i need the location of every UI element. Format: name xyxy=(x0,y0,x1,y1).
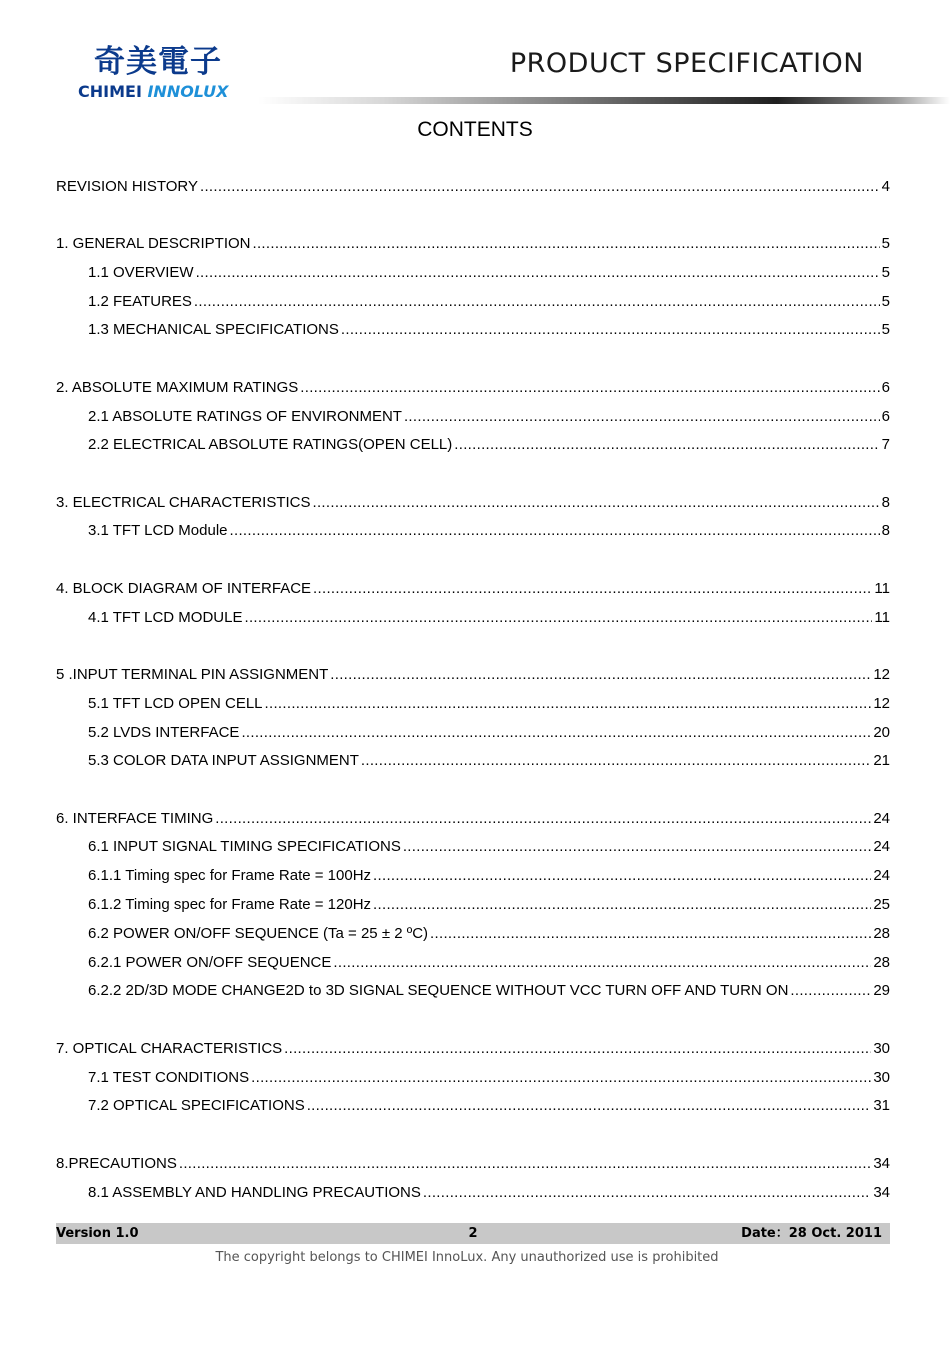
document-title xyxy=(510,48,864,79)
header-divider xyxy=(258,97,950,104)
toc-entry-page: 34 xyxy=(873,1155,890,1172)
toc-dot-leader xyxy=(341,320,880,340)
toc-dot-leader xyxy=(403,837,871,857)
toc-entry-label: 5 .INPUT TERMINAL PIN ASSIGNMENT xyxy=(56,666,329,683)
toc-entry-label: 6.1.1 Timing spec for Frame Rate = 100Hz xyxy=(88,867,372,884)
toc-entry-label: 6. INTERFACE TIMING xyxy=(56,810,214,827)
toc-entry-label: 1.1 OVERVIEW xyxy=(88,264,194,281)
toc-subentry[interactable] xyxy=(88,895,890,915)
toc-dot-leader xyxy=(265,694,872,714)
toc-entry-page: 30 xyxy=(873,1069,890,1086)
toc-dot-leader xyxy=(244,608,872,628)
toc-entry[interactable] xyxy=(56,1154,890,1174)
toc-entry-label: 7.1 TEST CONDITIONS xyxy=(88,1069,250,1086)
toc-subentry[interactable] xyxy=(88,981,890,1001)
toc-entry-page: 5 xyxy=(881,235,890,252)
toc-entry-page: 30 xyxy=(873,1040,890,1057)
toc-entry[interactable] xyxy=(56,809,890,829)
toc-entry-label: 7.2 OPTICAL SPECIFICATIONS xyxy=(88,1097,305,1114)
toc-entry-label: 2.1 ABSOLUTE RATINGS OF ENVIRONMENT xyxy=(88,408,402,425)
logo-chimei: CHIMEI xyxy=(78,82,148,101)
toc-dot-leader xyxy=(404,407,880,427)
toc-entry-page: 24 xyxy=(873,867,890,884)
toc-dot-leader xyxy=(215,809,871,829)
toc-entry-page: 12 xyxy=(873,666,890,683)
footer-version: Version 1.0 xyxy=(56,1226,139,1241)
toc-entry-label: 6.1.2 Timing spec for Frame Rate = 120Hz xyxy=(88,896,372,913)
toc-subentry[interactable] xyxy=(88,953,890,973)
toc-entry-page: 11 xyxy=(874,609,890,626)
toc-dot-leader xyxy=(200,177,880,197)
toc-subentry[interactable] xyxy=(88,1096,890,1116)
toc-entry-label: 4.1 TFT LCD MODULE xyxy=(88,609,243,626)
company-logo xyxy=(78,44,258,106)
toc-entry-page: 34 xyxy=(873,1184,890,1201)
toc-dot-leader xyxy=(300,378,879,398)
toc-entry-page: 5 xyxy=(881,321,890,338)
toc-entry-label: 6.2.2 2D/3D MODE CHANGE2D to 3D SIGNAL SEQUENCE WITHOUT VCC TURN OFF AND TURN ON xyxy=(88,982,789,999)
toc-entry-page: 7 xyxy=(881,436,890,453)
toc-entry-page: 28 xyxy=(873,925,890,942)
toc-entry-page: 5 xyxy=(881,293,890,310)
toc-dot-leader xyxy=(430,924,871,944)
logo-english-text xyxy=(78,82,228,102)
toc-entry[interactable] xyxy=(56,234,890,254)
toc-entry-label: 5.2 LVDS INTERFACE xyxy=(88,724,240,741)
toc-entry-label: 1.2 FEATURES xyxy=(88,293,192,310)
toc-subentry[interactable] xyxy=(88,521,890,541)
title-word-specification: SPECIFICATION xyxy=(655,48,864,79)
toc-dot-leader xyxy=(230,521,880,541)
toc-entry[interactable] xyxy=(56,1039,890,1059)
toc-subentry[interactable] xyxy=(88,435,890,455)
toc-dot-leader xyxy=(313,579,872,599)
toc-dot-leader xyxy=(423,1183,871,1203)
toc-subentry[interactable] xyxy=(88,1068,890,1088)
toc-dot-leader xyxy=(253,234,880,254)
toc-entry-label: 6.1 INPUT SIGNAL TIMING SPECIFICATIONS xyxy=(88,838,401,855)
toc-entry-page: 25 xyxy=(873,896,890,913)
toc-entry-label: 3.1 TFT LCD Module xyxy=(88,522,228,539)
toc-subentry[interactable] xyxy=(88,608,890,628)
footer-date: Date：28 Oct. 2011 xyxy=(741,1226,882,1241)
title-word-product: PRODUCT xyxy=(509,48,646,79)
toc-dot-leader xyxy=(241,723,871,743)
toc-heading: CONTENTS xyxy=(417,118,533,141)
toc-entry-label: 4. BLOCK DIAGRAM OF INTERFACE xyxy=(56,580,312,597)
toc-subentry[interactable] xyxy=(88,320,890,340)
toc-entry-label: 7. OPTICAL CHARACTERISTICS xyxy=(56,1040,283,1057)
toc-entry-page: 5 xyxy=(881,264,890,281)
toc-entry-label: 8.PRECAUTIONS xyxy=(56,1155,177,1172)
toc-dot-leader xyxy=(179,1154,871,1174)
toc-entry-page: 8 xyxy=(881,522,890,539)
toc-entry-label: 8.1 ASSEMBLY AND HANDLING PRECAUTIONS xyxy=(88,1184,421,1201)
toc-subentry[interactable] xyxy=(88,924,890,944)
toc-entry-label: 1.3 MECHANICAL SPECIFICATIONS xyxy=(88,321,339,338)
toc-entry-page: 11 xyxy=(874,580,890,597)
toc-entry[interactable] xyxy=(56,177,890,197)
toc-dot-leader xyxy=(454,435,879,455)
toc-entry-label: 2. ABSOLUTE MAXIMUM RATINGS xyxy=(56,379,299,396)
logo-chinese-text: 奇美電子 xyxy=(94,44,222,80)
toc-entry-label: 5.3 COLOR DATA INPUT ASSIGNMENT xyxy=(88,752,359,769)
toc-entry-label: 3. ELECTRICAL CHARACTERISTICS xyxy=(56,494,311,511)
copyright-notice: The copyright belongs to CHIMEI InnoLux. Any unauthorized use is prohibited xyxy=(215,1250,719,1265)
toc-entry-page: 20 xyxy=(873,724,890,741)
toc-entry-page: 21 xyxy=(873,752,890,769)
toc-entry[interactable] xyxy=(56,665,890,685)
toc-dot-leader xyxy=(790,981,871,1001)
toc-subentry[interactable] xyxy=(88,723,890,743)
toc-entry[interactable] xyxy=(56,378,890,398)
toc-subentry[interactable] xyxy=(88,407,890,427)
toc-dot-leader xyxy=(313,493,880,513)
toc-dot-leader xyxy=(373,866,871,886)
logo-innolux: INNOLUX xyxy=(147,82,229,101)
footer-bar xyxy=(56,1223,890,1244)
toc-entry[interactable] xyxy=(56,579,890,599)
toc-dot-leader xyxy=(330,665,871,685)
toc-dot-leader xyxy=(196,263,880,283)
toc-entry-page: 24 xyxy=(873,838,890,855)
footer-page-number: 2 xyxy=(468,1226,478,1241)
toc-entry-page: 12 xyxy=(873,695,890,712)
toc-dot-leader xyxy=(361,751,871,771)
toc-entry-label: 5.1 TFT LCD OPEN CELL xyxy=(88,695,263,712)
toc-subentry[interactable] xyxy=(88,751,890,771)
toc-subentry[interactable] xyxy=(88,1183,890,1203)
toc-subentry[interactable] xyxy=(88,837,890,857)
toc-entry-page: 6 xyxy=(881,408,890,425)
toc-subentry[interactable] xyxy=(88,263,890,283)
toc-entry[interactable] xyxy=(56,493,890,513)
toc-entry-label: 1. GENERAL DESCRIPTION xyxy=(56,235,251,252)
toc-entry-label: REVISION HISTORY xyxy=(56,178,198,195)
toc-dot-leader xyxy=(373,895,871,915)
toc-dot-leader xyxy=(194,292,880,312)
toc-dot-leader xyxy=(251,1068,871,1088)
toc-entry-label: 2.2 ELECTRICAL ABSOLUTE RATINGS(OPEN CELL) xyxy=(88,436,453,453)
toc-entry-page: 4 xyxy=(881,178,890,195)
toc-entry-page: 28 xyxy=(873,954,890,971)
toc-entry-label: 6.2 POWER ON/OFF SEQUENCE (Ta = 25 ± 2 ºC) xyxy=(88,925,429,942)
toc-dot-leader xyxy=(284,1039,871,1059)
toc-dot-leader xyxy=(307,1096,872,1116)
toc-subentry[interactable] xyxy=(88,292,890,312)
toc-entry-page: 24 xyxy=(873,810,890,827)
toc-subentry[interactable] xyxy=(88,866,890,886)
toc-subentry[interactable] xyxy=(88,694,890,714)
toc-entry-page: 29 xyxy=(873,982,890,999)
toc-entry-page: 6 xyxy=(881,379,890,396)
toc-entry-page: 31 xyxy=(873,1097,890,1114)
toc-entry-page: 8 xyxy=(881,494,890,511)
toc-dot-leader xyxy=(333,953,871,973)
toc-entry-label: 6.2.1 POWER ON/OFF SEQUENCE xyxy=(88,954,332,971)
